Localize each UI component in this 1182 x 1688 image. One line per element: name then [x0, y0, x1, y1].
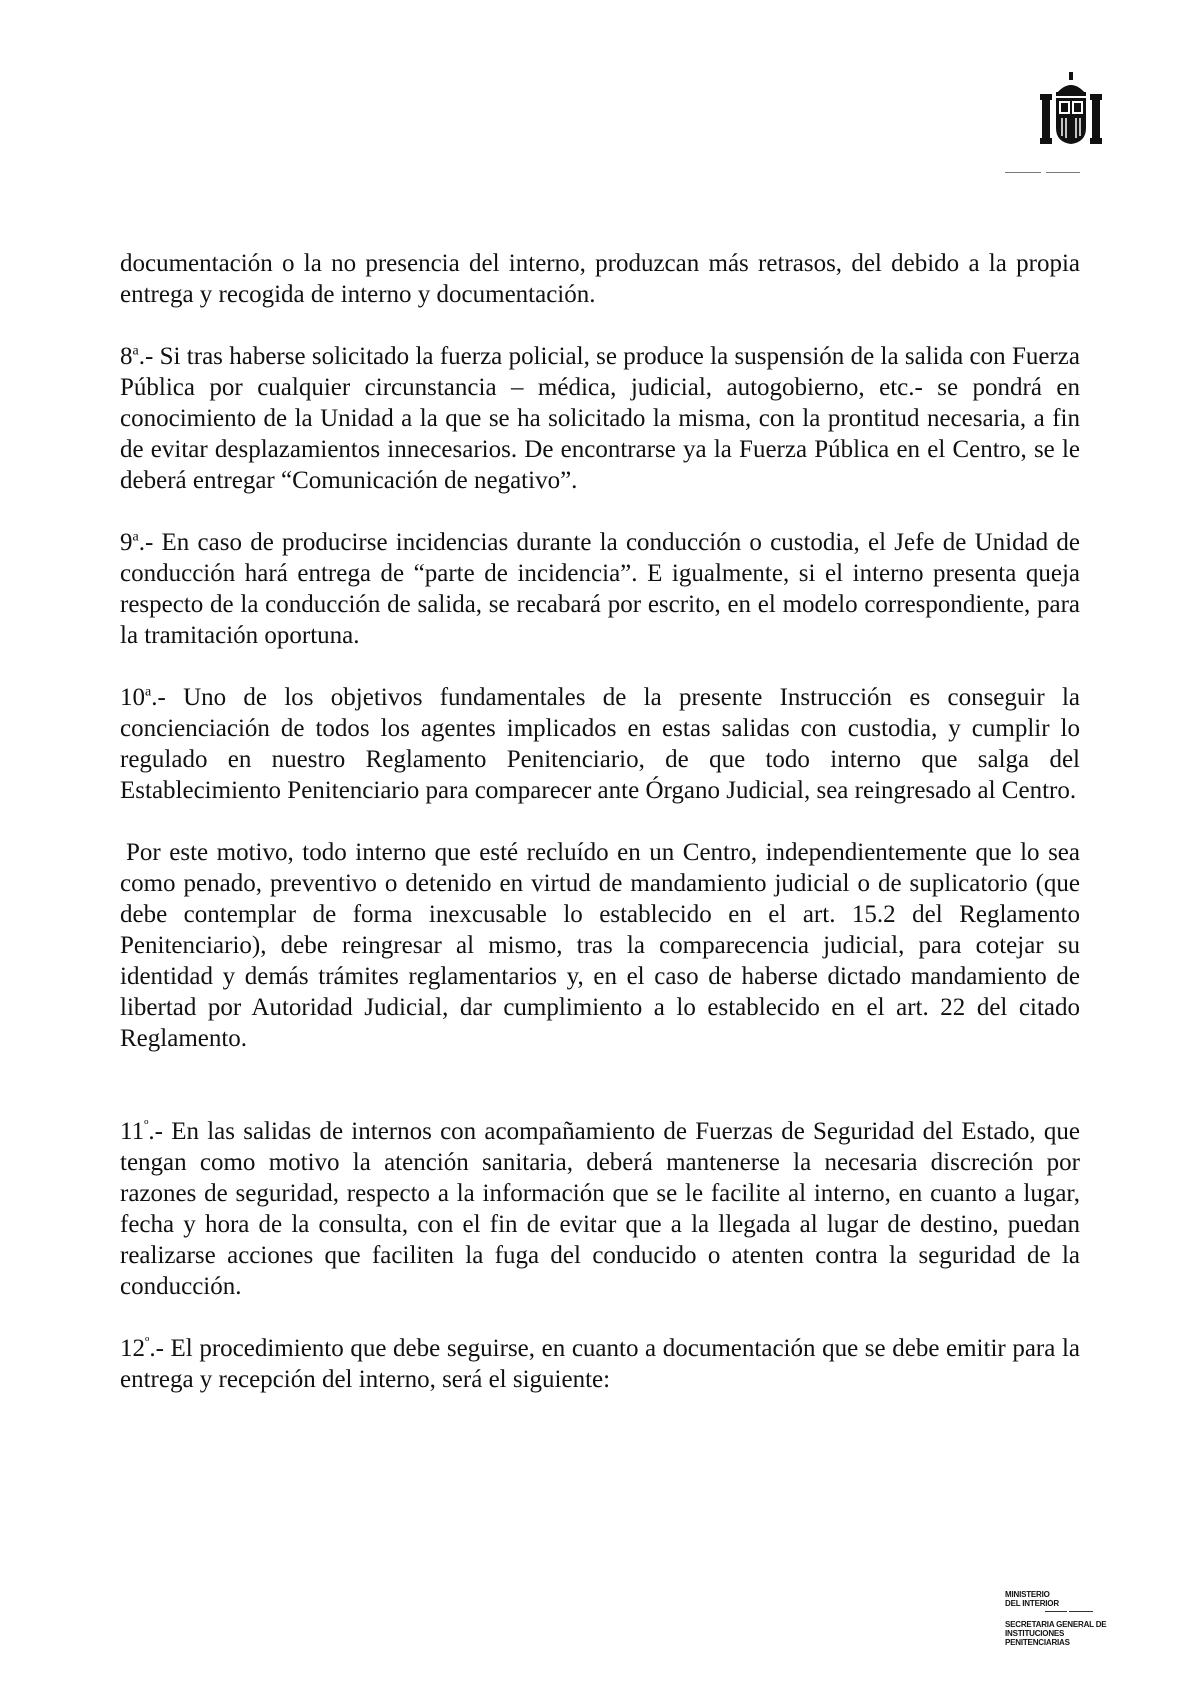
paragraph-number: 9 [120, 529, 133, 556]
secretariat-line: INSTITUCIONES [1005, 1629, 1065, 1638]
ordinal-mark: a [145, 684, 152, 700]
paragraph-8 [120, 341, 1080, 496]
spain-coat-of-arms-icon [1040, 72, 1102, 148]
paragraph-9 [120, 527, 1080, 651]
paragraph-11 [120, 1116, 1080, 1302]
paragraph-12 [120, 1333, 1080, 1395]
ministry-name [1005, 1590, 1106, 1608]
footer-divider [1045, 1611, 1067, 1612]
paragraph-text: .- En las salidas de internos con acompañamiento de Fuerzas de Seguridad del Estado, que tengan como motivo la atención sanitaria, deberá mantenerse la necesaria discreción por razones de seguridad, respecto a la información que se le facilite al interno, en cuanto a lugar, fecha y hora de la consulta, con el fin de evitar que a la llegada al lugar de destino, puedan realizarse acciones que faciliten la fuga del conducido o atenten contra la seguridad de la conducción. [120, 1118, 1080, 1300]
paragraph-text: .- Uno de los objetivos fundamentales de la presente Instrucción es conseguir la concienciación de todos los agentes implicados en estas salidas con custodia, y cumplir lo regulado en nuestro Reglamento Penitenciario, de que todo interno que salga del Establecimiento Penitenciario para comparecer ante Órgano Judicial, sea reingresado al Centro. [120, 684, 1080, 804]
ordinal-mark: º [144, 1118, 149, 1134]
paragraph-number: 8 [120, 343, 133, 370]
paragraph-number: 12 [120, 1335, 145, 1362]
paragraph-text: .- En caso de producirse incidencias durante la conducción o custodia, el Jefe de Unidad de conducción hará entrega de “parte de incidencia”. E igualmente, si el interno presenta queja respecto de la conducción de salida, se recabará por escrito, en el modelo correspondiente, para la tramitación oportuna. [120, 529, 1080, 649]
paragraph-continuation: documentación o la no presencia del interno, produzcan más retrasos, del debido a la propia entrega y recogida de interno y documentación. [120, 250, 1080, 308]
ministry-line: MINISTERIO [1005, 1590, 1050, 1599]
paragraph-number: 10 [120, 684, 145, 711]
header-divider [1046, 172, 1080, 173]
secretariat-line: SECRETARIA GENERAL DE [1005, 1620, 1107, 1629]
ordinal-mark: a [132, 529, 139, 545]
ordinal-mark: a [132, 343, 139, 359]
ordinal-mark: º [145, 1335, 150, 1351]
header-divider [1005, 172, 1041, 173]
document-body [120, 248, 1080, 1395]
secretariat-name [1005, 1620, 1106, 1647]
ministry-footer [1005, 1590, 1106, 1647]
paragraph-number: 11 [120, 1118, 145, 1145]
paragraph-10-continuation: Por este motivo, todo interno que esté recluído en un Centro, independientemente que lo sea como penado, preventivo o detenido en virtud de mandamiento judicial o de suplicatorio (que debe contemplar de forma inexcusable lo establecido en el art. 15.2 del Reglamento Penitenciario), debe reingresar al mismo, tras la comparecencia judicial, para cotejar su identidad y demás trámites reglamentarios y, en el caso de haberse dictado mandamiento de libertad por Autoridad Judicial, dar cumplimiento a lo establecido en el art. 22 del citado Reglamento. [120, 839, 1080, 1052]
paragraph-text: .- El procedimiento que debe seguirse, en cuanto a documentación que se debe emitir para la entrega y recepción del interno, será el siguiente: [120, 1335, 1080, 1393]
ministry-line: DEL INTERIOR [1005, 1599, 1059, 1608]
secretariat-line: PENITENCIARIAS [1005, 1638, 1070, 1647]
footer-divider [1069, 1611, 1093, 1612]
paragraph-10 [120, 682, 1080, 806]
paragraph-text: .- Si tras haberse solicitado la fuerza policial, se produce la suspensión de la salida con Fuerza Pública por cualquier circunstancia – médica, judicial, autogobierno, etc.- se pondrá en conocimiento de la Unidad a la que se ha solicitado la misma, con la prontitud necesaria, a fin de evitar desplazamientos innecesarios. De encontrarse ya la Fuerza Pública en el Centro, se le deberá entregar “Comunicación de negativo”. [120, 343, 1080, 494]
